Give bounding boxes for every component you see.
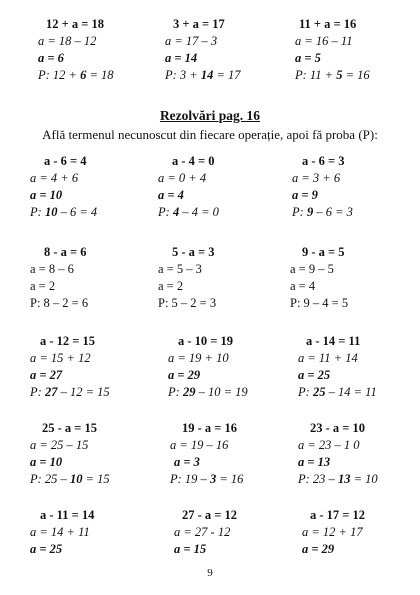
exercise-heading: 12 + a = 18 [46,17,104,31]
check-line: P: 9 – 4 = 5 [290,296,349,310]
check-line: P: 3 + 14 = 17 [165,68,241,82]
solution-step: a = 5 – 3 [158,262,202,276]
solution-step: a = 25 – 15 [30,438,89,452]
exercise-heading: 25 - a = 15 [42,421,98,435]
solution-step: a = 8 – 6 [30,262,74,276]
exercise-heading: 9 - a = 5 [302,245,345,259]
solution-step: a = 3 + 6 [292,171,341,185]
exercise-a-minus-12 [30,333,110,401]
page-number: 9 [207,567,213,579]
exercise-9-minus-a [290,244,348,312]
check-line: P: 8 – 2 = 6 [30,296,89,310]
solution-answer: a = 6 [38,51,64,65]
exercise-heading: 3 + a = 17 [173,17,225,31]
exercise-heading: 5 - a = 3 [172,245,215,259]
exercise-27-minus-a [174,507,237,558]
exercise-a-minus-10 [168,333,248,401]
exercise-25-minus-a [30,420,110,488]
exercise-heading: a - 6 = 4 [44,154,87,168]
solution-step: a = 12 + 17 [302,525,363,539]
exercise-a-minus-6-eq-3 [292,153,353,221]
check-line: P: 11 + 5 = 16 [295,68,370,82]
check-line: P: 4 – 4 = 0 [158,205,219,219]
solution-answer: a = 10 [30,188,63,202]
solution-answer: a = 25 [30,542,63,556]
solution-step: a = 18 – 12 [38,34,97,48]
exercise-heading: 19 - a = 16 [182,421,238,435]
solution-step: a = 19 – 16 [170,438,229,452]
exercise-a-minus-6-eq-4 [30,153,97,221]
solution-answer: a = 29 [302,542,335,556]
exercise-heading: a - 10 = 19 [178,334,234,348]
check-line: P: 27 – 12 = 15 [30,385,110,399]
solution-step: a = 4 + 6 [30,171,79,185]
solution-step: a = 15 + 12 [30,351,91,365]
exercise-5-minus-a [158,244,216,312]
check-line: P: 25 – 10 = 15 [30,472,110,486]
solution-step: a = 16 – 11 [295,34,353,48]
check-line: P: 9 – 6 = 3 [292,205,353,219]
solution-answer: a = 25 [298,368,331,382]
check-line: P: 19 – 3 = 16 [170,472,244,486]
solution-answer: a = 29 [168,368,201,382]
solution-answer: a = 4 [158,188,184,202]
solution-answer: a = 4 [290,279,316,293]
solution-answer: a = 2 [30,279,56,293]
solution-step: a = 23 – 1 0 [298,438,360,452]
solution-answer: a = 5 [295,51,321,65]
solution-step: a = 0 + 4 [158,171,207,185]
check-line: P: 25 – 14 = 11 [298,385,377,399]
solution-answer: a = 3 [174,455,200,469]
exercise-heading: a - 11 = 14 [40,508,95,522]
solution-answer: a = 27 [30,368,63,382]
solution-answer: a = 14 [165,51,198,65]
check-line: P: 10 – 6 = 4 [30,205,98,219]
exercise-heading: a - 17 = 12 [310,508,366,522]
exercise-3-plus-a [165,16,241,84]
check-line: P: 5 – 2 = 3 [158,296,217,310]
exercise-23-minus-a [298,420,378,488]
exercise-heading: 11 + a = 16 [299,17,357,31]
solution-step: a = 11 + 14 [298,351,358,365]
exercise-heading: a - 12 = 15 [40,334,96,348]
exercise-heading: 27 - a = 12 [182,508,238,522]
exercise-heading: a - 4 = 0 [172,154,215,168]
exercise-a-minus-14 [298,333,377,401]
section-title: Rezolvări pag. 16 [159,108,261,123]
exercise-12-plus-a [38,16,114,84]
exercise-19-minus-a [170,420,243,488]
exercise-heading: 23 - a = 10 [310,421,366,435]
solution-answer: a = 9 [292,188,318,202]
solution-answer: a = 13 [298,455,331,469]
solution-answer: a = 10 [30,455,63,469]
solution-answer: a = 2 [158,279,184,293]
solution-answer: a = 15 [174,542,207,556]
solution-step: a = 14 + 11 [30,525,90,539]
exercise-a-minus-11 [30,507,94,558]
check-line: P: 12 + 6 = 18 [38,68,114,82]
instruction-text: Află termenul necunoscut din fiecare operație, apoi fă proba (P): [42,127,378,142]
exercise-8-minus-a [30,244,88,312]
exercise-heading: 8 - a = 6 [44,245,87,259]
exercise-11-plus-a [295,16,370,84]
exercise-heading: a - 6 = 3 [302,154,345,168]
exercise-heading: a - 14 = 11 [306,334,361,348]
exercise-a-minus-17 [302,507,365,558]
exercise-a-minus-4-eq-0 [158,153,219,221]
check-line: P: 23 – 13 = 10 [298,472,378,486]
check-line: P: 29 – 10 = 19 [168,385,248,399]
solution-step: a = 27 - 12 [174,525,231,539]
solution-step: a = 9 – 5 [290,262,334,276]
solution-step: a = 17 – 3 [165,34,218,48]
solution-step: a = 19 + 10 [168,351,229,365]
